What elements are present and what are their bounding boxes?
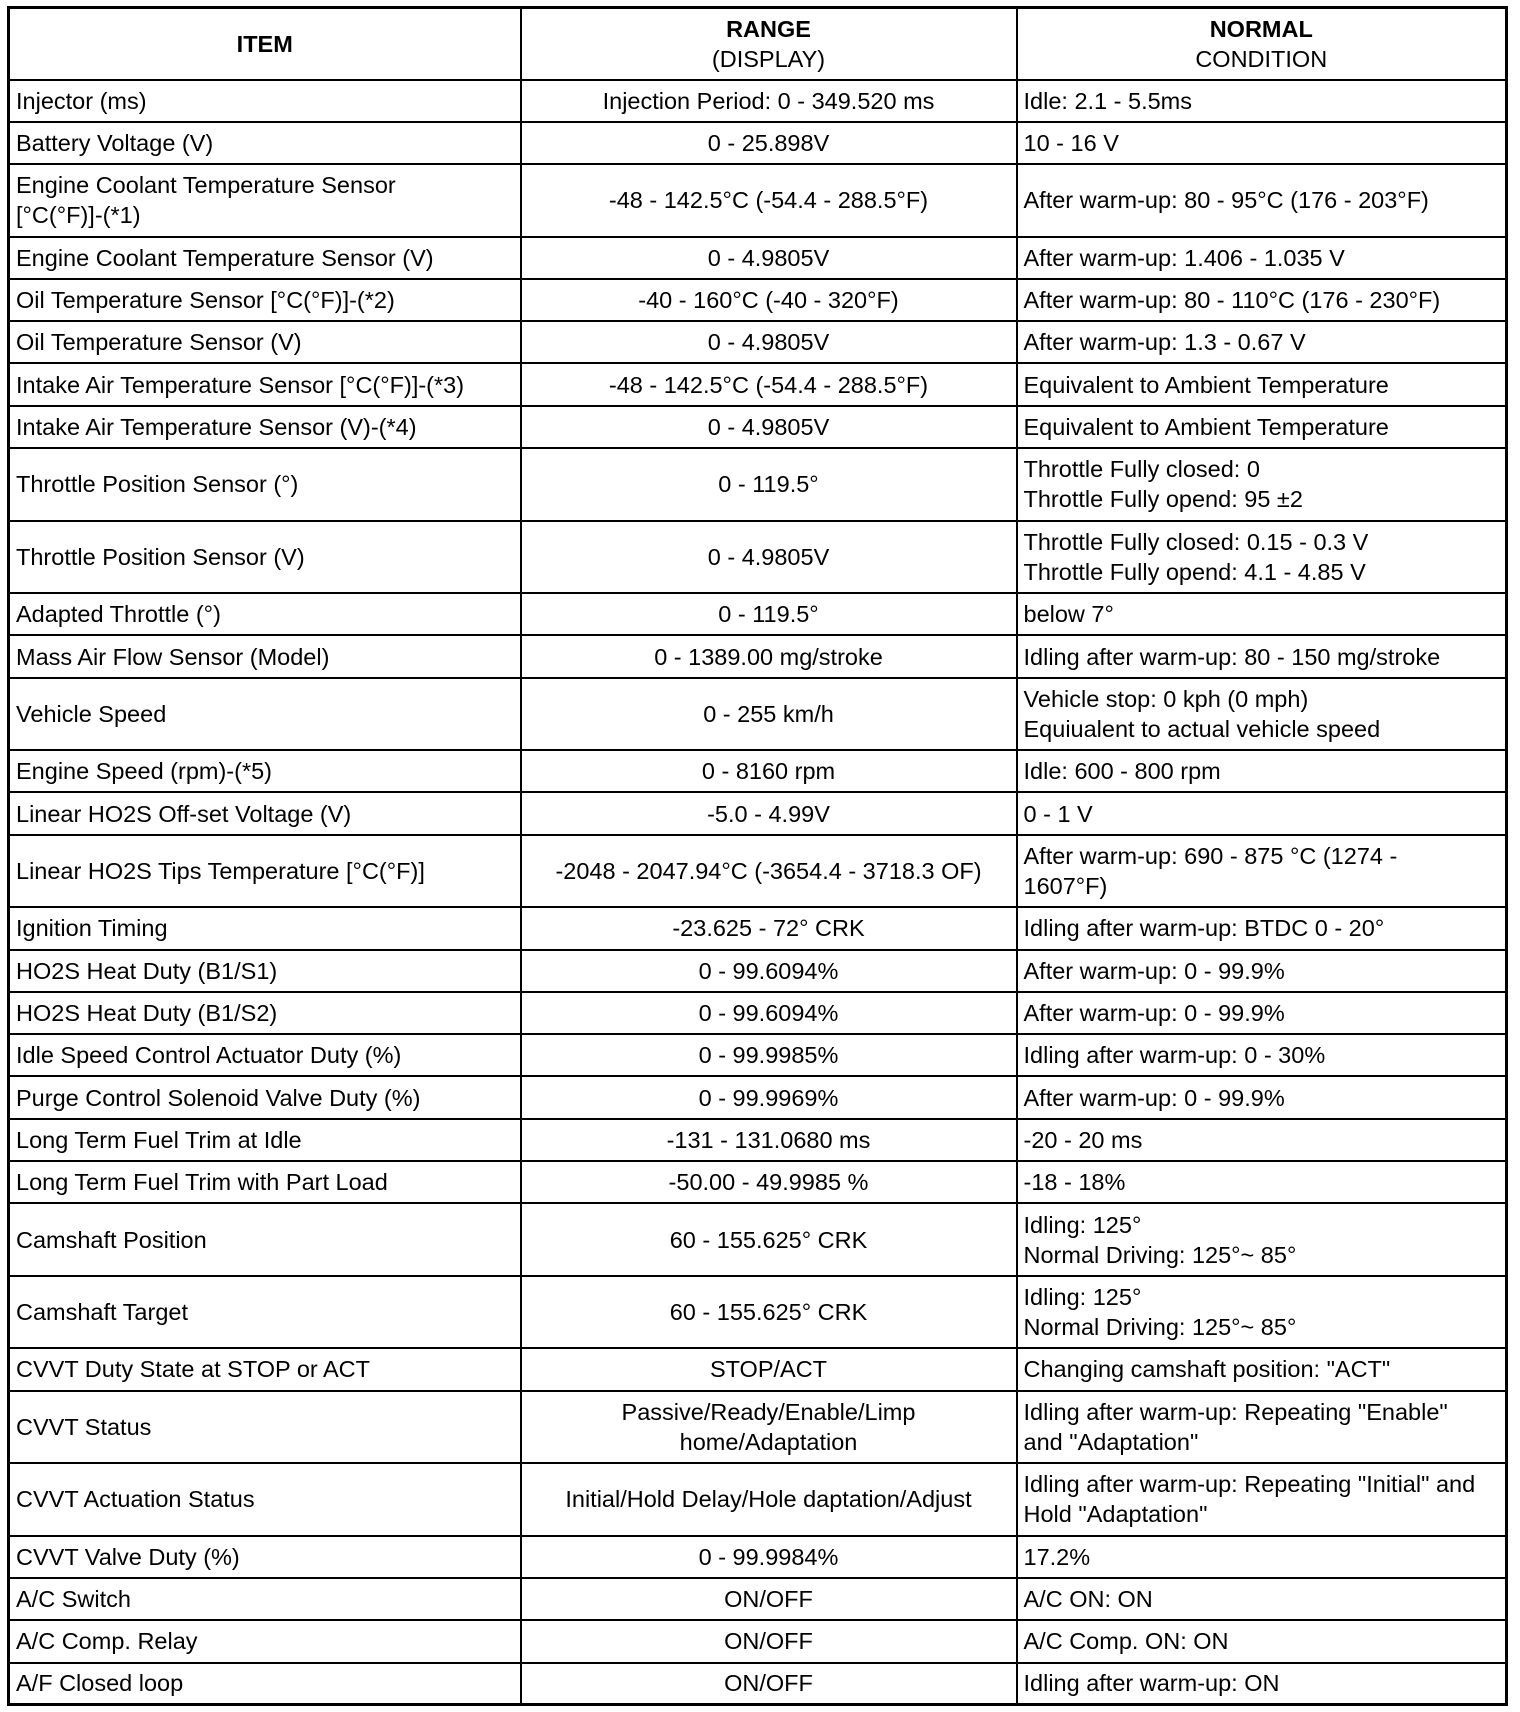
normal-condition-cell-line: Throttle Fully closed: 0 [1023, 456, 1260, 483]
normal-condition-cell-line: After warm-up: 0 - 99.9% [1023, 1084, 1285, 1111]
range-cell [521, 835, 1017, 908]
range-cell [521, 593, 1017, 635]
item-cell-line: Camshaft Position [16, 1226, 207, 1253]
item-cell-line: Long Term Fuel Trim at Idle [16, 1126, 302, 1153]
normal-condition-cell-line: Hold "Adaptation" [1023, 1501, 1208, 1528]
table-row [9, 363, 1507, 405]
table-row [9, 80, 1507, 122]
header-normal [1017, 8, 1507, 80]
normal-condition-cell-line: Throttle Fully closed: 0.15 - 0.3 V [1023, 528, 1369, 555]
normal-condition-cell [1017, 1391, 1507, 1464]
item-cell [9, 950, 521, 992]
header-item: ITEM [9, 8, 521, 80]
item-cell-line: Engine Coolant Temperature Sensor (V) [16, 244, 434, 271]
normal-condition-cell-line: After warm-up: 1.406 - 1.035 V [1023, 244, 1345, 271]
range-cell-line: 0 - 4.9805V [707, 543, 830, 570]
item-cell-line: Vehicle Speed [16, 700, 167, 727]
item-cell [9, 992, 521, 1034]
range-cell-line: -48 - 142.5°C (-54.4 - 288.5°F) [608, 371, 929, 398]
range-cell [521, 237, 1017, 279]
range-cell-line: 0 - 99.9969% [698, 1084, 839, 1111]
item-cell-line: Linear HO2S Off-set Voltage (V) [16, 800, 352, 827]
table-row [9, 950, 1507, 992]
normal-condition-cell [1017, 907, 1507, 949]
normal-condition-cell-line: Idle: 2.1 - 5.5ms [1023, 87, 1192, 114]
normal-condition-cell-line: Throttle Fully opend: 4.1 - 4.85 V [1023, 558, 1366, 585]
range-cell [521, 521, 1017, 594]
range-cell-line: 0 - 99.6094% [698, 1000, 839, 1026]
normal-condition-cell [1017, 1463, 1507, 1536]
range-cell [521, 950, 1017, 992]
item-cell [9, 1203, 521, 1276]
item-cell [9, 792, 521, 834]
normal-condition-cell [1017, 1276, 1507, 1349]
item-cell [9, 80, 521, 122]
normal-condition-cell-line: After warm-up: 80 - 95°C (176 - 203°F) [1023, 187, 1429, 214]
normal-condition-cell-line: 0 - 1 V [1023, 800, 1093, 827]
normal-condition-cell [1017, 635, 1507, 677]
item-cell-line: Throttle Position Sensor (°) [16, 471, 299, 498]
range-cell [521, 992, 1017, 1034]
table-row [9, 1348, 1507, 1390]
item-cell-line: Throttle Position Sensor (V) [16, 543, 305, 570]
table-row [9, 321, 1507, 363]
item-cell-line: Engine Coolant Temperature Sensor [16, 172, 396, 199]
range-cell-line: STOP/ACT [709, 1356, 828, 1383]
normal-condition-cell [1017, 835, 1507, 908]
range-cell [521, 1391, 1017, 1464]
normal-condition-cell [1017, 406, 1507, 448]
table-row [9, 1536, 1507, 1578]
normal-condition-cell-line: Idling after warm-up: ON [1023, 1670, 1280, 1697]
normal-condition-cell-line: -20 - 20 ms [1023, 1126, 1143, 1153]
spec-sheet [7, 6, 1505, 1706]
table-row [9, 164, 1507, 237]
normal-condition-cell-line: After warm-up: 0 - 99.9% [1023, 1000, 1285, 1026]
item-cell-line: CVVT Actuation Status [16, 1486, 255, 1513]
range-cell [521, 321, 1017, 363]
range-cell [521, 279, 1017, 321]
range-cell-line: ON/OFF [724, 1586, 813, 1613]
range-cell-line: 0 - 99.9984% [698, 1543, 839, 1570]
header-normal-subtitle: CONDITION [1195, 45, 1328, 72]
normal-condition-cell [1017, 678, 1507, 751]
range-cell-line: 0 - 255 km/h [703, 700, 834, 727]
normal-condition-cell-line: 1607°F) [1023, 873, 1108, 900]
normal-condition-cell-line: 10 - 16 V [1023, 129, 1119, 156]
range-cell-line: -2048 - 2047.94°C (-3654.4 - 3718.3 OF) [555, 858, 982, 885]
table-row [9, 1119, 1507, 1161]
table-row [9, 122, 1507, 164]
normal-condition-cell-line: Idling after warm-up: Repeating "Initial" and [1023, 1471, 1476, 1498]
range-cell [521, 1161, 1017, 1203]
normal-condition-cell [1017, 1161, 1507, 1203]
item-cell [9, 363, 521, 405]
normal-condition-cell [1017, 593, 1507, 635]
item-cell [9, 448, 521, 521]
header-range-title: RANGE [726, 15, 811, 42]
table-row [9, 635, 1507, 677]
table-row [9, 1663, 1507, 1705]
item-cell-line: Idle Speed Control Actuator Duty (%) [16, 1042, 402, 1069]
table-row [9, 1620, 1507, 1662]
table-row [9, 750, 1507, 792]
normal-condition-cell [1017, 237, 1507, 279]
normal-condition-cell [1017, 1578, 1507, 1620]
table-header [9, 8, 1507, 80]
item-cell [9, 750, 521, 792]
normal-condition-cell-line: After warm-up: 80 - 110°C (176 - 230°F) [1023, 287, 1441, 314]
range-cell [521, 1620, 1017, 1662]
range-cell-line: 0 - 4.9805V [707, 244, 830, 271]
table-body [9, 80, 1507, 1705]
range-cell-line: 0 - 99.6094% [698, 957, 839, 984]
range-cell-line: -131 - 131.0680 ms [666, 1126, 871, 1153]
range-cell [521, 1348, 1017, 1390]
table-row [9, 1203, 1507, 1276]
item-cell [9, 907, 521, 949]
range-cell [521, 448, 1017, 521]
item-cell [9, 521, 521, 594]
range-cell-line: ON/OFF [724, 1628, 813, 1655]
normal-condition-cell [1017, 1034, 1507, 1076]
item-cell-line: Intake Air Temperature Sensor [°C(°F)]-(*3) [16, 371, 465, 398]
normal-condition-cell-line: Normal Driving: 125°~ 85° [1023, 1314, 1297, 1341]
normal-condition-cell [1017, 521, 1507, 594]
range-cell-line: 0 - 8160 rpm [701, 758, 836, 785]
normal-condition-cell-line: below 7° [1023, 601, 1114, 628]
item-cell-line: CVVT Valve Duty (%) [16, 1543, 240, 1570]
item-cell [9, 593, 521, 635]
item-cell [9, 1463, 521, 1536]
range-cell-line: 60 - 155.625° CRK [669, 1299, 868, 1326]
normal-condition-cell-line: Throttle Fully opend: 95 ±2 [1023, 486, 1303, 513]
table-row [9, 907, 1507, 949]
normal-condition-cell [1017, 1620, 1507, 1662]
item-cell [9, 1119, 521, 1161]
item-cell [9, 678, 521, 751]
item-cell [9, 164, 521, 237]
item-cell-line: Linear HO2S Tips Temperature [°C(°F)] [16, 858, 425, 885]
range-cell-line: 0 - 4.9805V [707, 413, 830, 440]
normal-condition-cell [1017, 122, 1507, 164]
item-cell-line: Battery Voltage (V) [16, 129, 214, 156]
item-cell [9, 1536, 521, 1578]
item-cell-line: A/C Switch [16, 1586, 131, 1613]
table-row [9, 1034, 1507, 1076]
item-cell-line: CVVT Duty State at STOP or ACT [16, 1356, 370, 1383]
item-cell-line: Ignition Timing [16, 915, 168, 942]
range-cell-line: -23.625 - 72° CRK [672, 915, 865, 942]
table-row [9, 406, 1507, 448]
range-cell [521, 1463, 1017, 1536]
range-cell-line: 0 - 4.9805V [707, 329, 830, 356]
normal-condition-cell [1017, 750, 1507, 792]
normal-condition-cell-line: After warm-up: 1.3 - 0.67 V [1023, 329, 1306, 356]
table-row [9, 1276, 1507, 1349]
table-row [9, 678, 1507, 751]
normal-condition-cell-line: Idling: 125° [1023, 1211, 1142, 1238]
item-cell-line: Engine Speed (rpm)-(*5) [16, 758, 272, 785]
table-row [9, 1161, 1507, 1203]
header-normal-title: NORMAL [1209, 15, 1313, 42]
item-cell-line: HO2S Heat Duty (B1/S2) [16, 1000, 278, 1026]
range-cell [521, 122, 1017, 164]
range-cell-line: home/Adaptation [679, 1428, 858, 1455]
range-cell-line: Initial/Hold Delay/Hole daptation/Adjust [565, 1486, 972, 1513]
table-row [9, 1391, 1507, 1464]
item-cell [9, 1663, 521, 1705]
table-row [9, 1463, 1507, 1536]
item-cell [9, 122, 521, 164]
sensor-data-table [7, 6, 1508, 1706]
item-cell [9, 1161, 521, 1203]
normal-condition-cell [1017, 448, 1507, 521]
normal-condition-cell-line: Idling after warm-up: BTDC 0 - 20° [1023, 915, 1385, 942]
normal-condition-cell-line: and "Adaptation" [1023, 1428, 1199, 1455]
range-cell [521, 164, 1017, 237]
item-cell-line: Purge Control Solenoid Valve Duty (%) [16, 1084, 421, 1111]
range-cell-line: -48 - 142.5°C (-54.4 - 288.5°F) [608, 187, 929, 214]
normal-condition-cell-line: Idle: 600 - 800 rpm [1023, 758, 1221, 785]
item-cell-line: A/F Closed loop [16, 1670, 184, 1697]
table-row [9, 792, 1507, 834]
item-cell [9, 635, 521, 677]
item-cell [9, 406, 521, 448]
item-cell-line: Intake Air Temperature Sensor (V)-(*4) [16, 413, 417, 440]
item-cell [9, 1276, 521, 1349]
table-row [9, 593, 1507, 635]
table-row [9, 279, 1507, 321]
item-cell-line: Oil Temperature Sensor (V) [16, 329, 302, 356]
item-cell [9, 1348, 521, 1390]
range-cell [521, 1119, 1017, 1161]
normal-condition-cell-line: A/C ON: ON [1023, 1586, 1153, 1613]
normal-condition-cell [1017, 1663, 1507, 1705]
table-row [9, 835, 1507, 908]
range-cell [521, 1536, 1017, 1578]
table-row [9, 1578, 1507, 1620]
range-cell-line: ON/OFF [724, 1670, 813, 1697]
normal-condition-cell-line: A/C Comp. ON: ON [1023, 1628, 1229, 1655]
item-cell-line: Long Term Fuel Trim with Part Load [16, 1169, 388, 1196]
normal-condition-cell-line: Equiualent to actual vehicle speed [1023, 715, 1381, 742]
normal-condition-cell [1017, 279, 1507, 321]
range-cell [521, 406, 1017, 448]
range-cell-line: 60 - 155.625° CRK [669, 1226, 868, 1253]
table-row [9, 992, 1507, 1034]
normal-condition-cell [1017, 1348, 1507, 1390]
normal-condition-cell-line: Idling after warm-up: 0 - 30% [1023, 1042, 1326, 1069]
item-cell-line: Camshaft Target [16, 1299, 188, 1326]
item-cell-line: Oil Temperature Sensor [°C(°F)]-(*2) [16, 287, 395, 314]
range-cell [521, 750, 1017, 792]
item-cell-line: A/C Comp. Relay [16, 1628, 198, 1655]
range-cell [521, 1034, 1017, 1076]
normal-condition-cell [1017, 950, 1507, 992]
range-cell-line: 0 - 119.5° [718, 601, 819, 628]
normal-condition-cell-line: Equivalent to Ambient Temperature [1023, 413, 1389, 440]
range-cell-line: 0 - 119.5° [718, 471, 819, 498]
header-row [9, 8, 1507, 80]
normal-condition-cell-line: After warm-up: 690 - 875 °C (1274 - [1023, 843, 1398, 870]
range-cell [521, 1578, 1017, 1620]
range-cell-line: 0 - 1389.00 mg/stroke [654, 643, 883, 670]
normal-condition-cell [1017, 164, 1507, 237]
item-cell-line: CVVT Status [16, 1413, 152, 1440]
range-cell-line: 0 - 99.9985% [698, 1042, 839, 1069]
normal-condition-cell-line: Idling: 125° [1023, 1284, 1142, 1311]
normal-condition-cell-line: Idling after warm-up: 80 - 150 mg/stroke [1023, 643, 1441, 670]
normal-condition-cell [1017, 1076, 1507, 1118]
item-cell [9, 237, 521, 279]
range-cell-line: 0 - 25.898V [707, 129, 830, 156]
range-cell [521, 792, 1017, 834]
normal-condition-cell-line: 17.2% [1023, 1543, 1091, 1570]
range-cell [521, 1663, 1017, 1705]
header-range [521, 8, 1017, 80]
normal-condition-cell [1017, 363, 1507, 405]
normal-condition-cell-line: Equivalent to Ambient Temperature [1023, 371, 1389, 398]
normal-condition-cell-line: Normal Driving: 125°~ 85° [1023, 1241, 1297, 1268]
item-cell [9, 1620, 521, 1662]
item-cell [9, 835, 521, 908]
normal-condition-cell [1017, 792, 1507, 834]
item-cell [9, 1391, 521, 1464]
normal-condition-cell [1017, 80, 1507, 122]
normal-condition-cell-line: -18 - 18% [1023, 1169, 1126, 1196]
table-row [9, 521, 1507, 594]
item-cell-line: [°C(°F)]-(*1) [16, 202, 141, 229]
item-cell [9, 1076, 521, 1118]
range-cell-line: -5.0 - 4.99V [707, 800, 830, 827]
item-cell [9, 1578, 521, 1620]
range-cell [521, 80, 1017, 122]
range-cell-line: Passive/Ready/Enable/Limp [621, 1398, 916, 1425]
range-cell [521, 1276, 1017, 1349]
item-cell-line: Injector (ms) [16, 87, 147, 114]
range-cell [521, 678, 1017, 751]
normal-condition-cell-line: Vehicle stop: 0 kph (0 mph) [1023, 685, 1309, 712]
normal-condition-cell [1017, 321, 1507, 363]
header-range-subtitle: (DISPLAY) [711, 45, 826, 72]
item-cell-line: Mass Air Flow Sensor (Model) [16, 643, 330, 670]
range-cell [521, 1076, 1017, 1118]
table-row [9, 448, 1507, 521]
normal-condition-cell-line: After warm-up: 0 - 99.9% [1023, 957, 1285, 984]
normal-condition-cell-line: Idling after warm-up: Repeating "Enable" [1023, 1398, 1448, 1425]
range-cell [521, 907, 1017, 949]
item-cell-line: HO2S Heat Duty (B1/S1) [16, 957, 278, 984]
normal-condition-cell [1017, 1203, 1507, 1276]
range-cell-line: -40 - 160°C (-40 - 320°F) [638, 287, 899, 314]
range-cell [521, 1203, 1017, 1276]
normal-condition-cell [1017, 992, 1507, 1034]
normal-condition-cell [1017, 1119, 1507, 1161]
table-row [9, 1076, 1507, 1118]
item-cell [9, 279, 521, 321]
range-cell [521, 635, 1017, 677]
range-cell-line: -50.00 - 49.9985 % [668, 1169, 869, 1196]
item-cell-line: Adapted Throttle (°) [16, 601, 221, 628]
range-cell [521, 363, 1017, 405]
table-row [9, 237, 1507, 279]
normal-condition-cell-line: Changing camshaft position: "ACT" [1023, 1356, 1391, 1383]
item-cell [9, 1034, 521, 1076]
item-cell [9, 321, 521, 363]
normal-condition-cell [1017, 1536, 1507, 1578]
range-cell-line: Injection Period: 0 - 349.520 ms [602, 87, 935, 114]
